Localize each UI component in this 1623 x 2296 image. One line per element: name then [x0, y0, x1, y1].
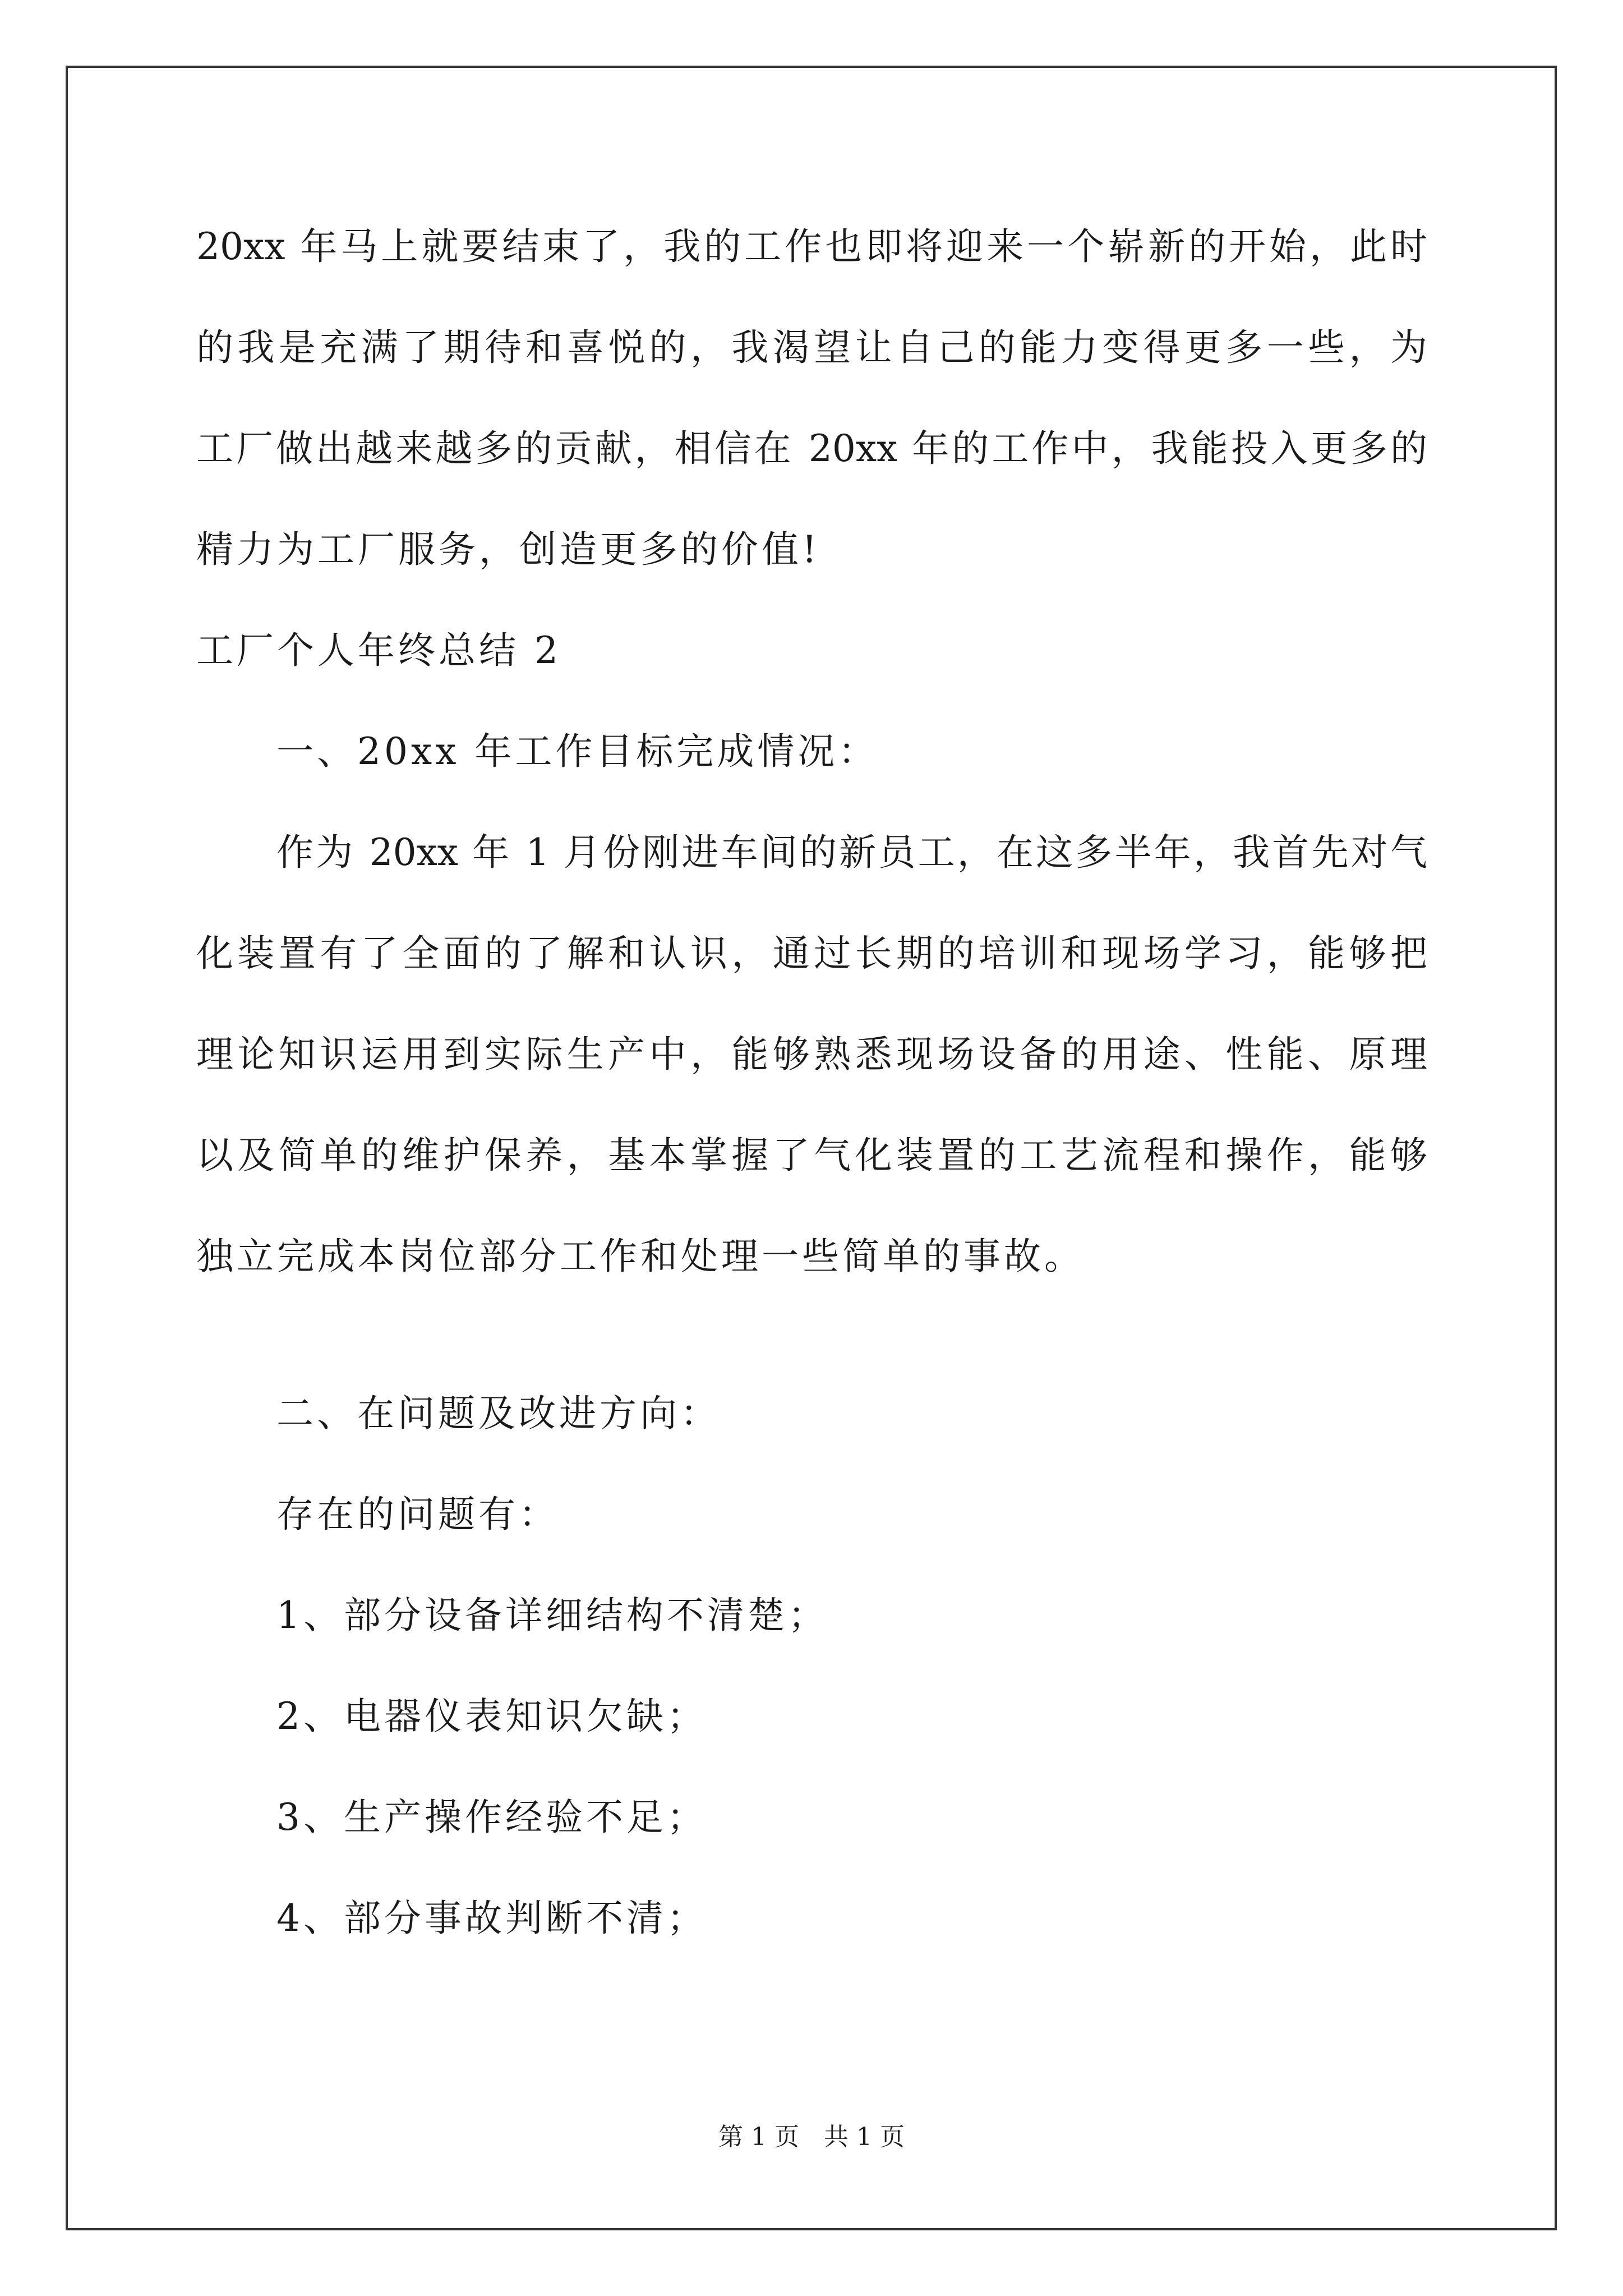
text-line: 存在的问题有： [276, 1493, 559, 1536]
subheading: 一、20xx 年工作目标完成情况： [276, 730, 879, 773]
section-heading: 工厂个人年终总结 2 [196, 629, 561, 672]
text-line: 以及简单的维护保养，基本掌握了气化装置的工艺流程和操作，能够 [196, 1134, 1427, 1177]
subheading: 二、在问题及改进方向： [276, 1392, 721, 1435]
list-item: 1、部分设备详细结构不清楚； [276, 1594, 828, 1637]
list-item: 4、部分事故判断不清； [276, 1897, 707, 1940]
text-line: 精力为工厂服务，创造更多的价值! [196, 528, 820, 571]
text-line: 作为 20xx 年 1 月份刚进车间的新员工，在这多半年，我首先对气 [276, 831, 1427, 874]
text-line: 化装置有了全面的了解和认识，通过长期的培训和现场学习，能够把 [196, 932, 1427, 975]
text-line: 的我是充满了期待和喜悦的，我渴望让自己的能力变得更多一些，为 [196, 326, 1427, 369]
text-line: 工厂做出越来越多的贡献，相信在 20xx 年的工作中，我能投入更多的 [196, 427, 1427, 470]
list-item: 2、电器仪表知识欠缺； [276, 1695, 707, 1738]
text-line: 20xx 年马上就要结束了，我的工作也即将迎来一个崭新的开始，此时 [196, 225, 1427, 268]
list-item: 3、生产操作经验不足； [276, 1796, 707, 1839]
page-footer: 第 1 页 共 1 页 [718, 2123, 905, 2151]
text-line: 独立完成本岗位部分工作和处理一些简单的事故。 [196, 1235, 1085, 1278]
text-line: 理论知识运用到实际生产中，能够熟悉现场设备的用途、性能、原理 [196, 1033, 1427, 1076]
